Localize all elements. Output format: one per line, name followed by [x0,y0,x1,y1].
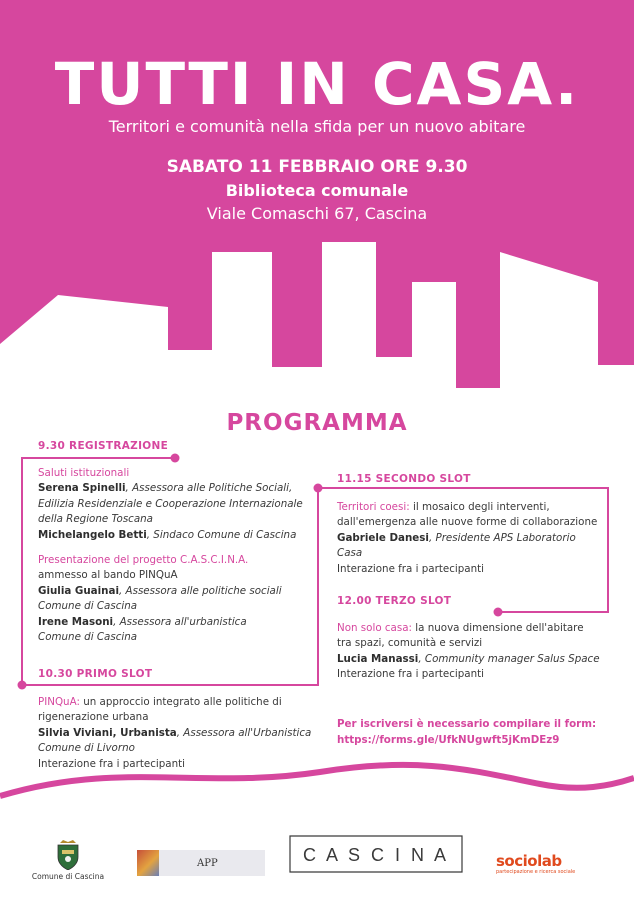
slot1-heading: 10.30 PRIMO SLOT [38,668,153,680]
program-title: PROGRAMMA [226,410,408,436]
registration-cta-text: Per iscriversi è necessario compilare il form: [337,718,597,730]
topic-label: Non solo casa: [337,622,413,634]
speaker-role: , Assessora alle Politiche Sociali, [125,482,293,495]
event-subtitle: Territori e comunità nella sfida per un nuovo abitare [108,117,526,136]
topic-text: rigenerazione urbana [38,711,149,724]
speaker-role: Comune di Cascina [38,600,138,613]
event-venue: Biblioteca comunale [225,181,409,200]
speaker-name: Serena Spinelli [38,482,126,495]
slot2-block [337,500,612,577]
timeline-dot-slot3 [494,608,503,617]
topic-label: PINQuA: [38,696,80,708]
sociolab-name: sociolab [496,852,562,870]
comune-label: Comune di Cascina [31,872,105,881]
timeline-dot-registration [171,454,180,463]
speaker-role: , Presidente APS Laboratorio [428,531,576,544]
topic-text: tra spazi, comunità e servizi [337,637,483,650]
sociolab-logo [496,852,606,875]
speaker-role: Comune di Cascina [38,631,138,644]
interaction-text: Interazione fra i partecipanti [337,668,484,681]
speaker-role: , Assessora alle politiche sociali [118,584,282,597]
cascina-logo-text: C A S C I N A [302,845,450,865]
slot3-block [337,621,622,683]
speaker-role: , Community manager Salus Space [418,652,600,665]
speaker-name: Michelangelo Betti [38,528,147,541]
speaker-role: , Assessora all'Urbanistica [176,726,312,739]
app-image [137,850,159,876]
timeline-dot-slot2 [314,484,323,493]
topic-text: il mosaico degli interventi, [409,501,550,513]
comune-di-cascina-logo [28,840,108,881]
app-logo [137,850,265,876]
coat-of-arms-icon [56,840,80,870]
slot1-block [38,695,313,772]
speaker-role: , Sindaco Comune di Cascina [146,528,297,541]
event-date: SABATO 11 FEBBRAIO ORE 9.30 [166,157,468,177]
interaction-text: Interazione fra i partecipanti [38,757,185,770]
presentation-text: ammesso al bando PINQuA [38,569,178,582]
speaker-role: , Assessora all'urbanistica [113,615,247,628]
event-address: Viale Comaschi 67, Cascina [206,204,428,223]
topic-text: un approccio integrato alle politiche di [79,696,282,708]
registration-cta [337,716,622,748]
registration-heading: 9.30 REGISTRAZIONE [38,440,169,452]
topic-text: la nuova dimensione dell'abitare [412,622,584,634]
timeline-dot-slot1 [18,681,27,690]
speaker-role: Casa [337,547,363,560]
speaker-name: Silvia Viviani, Urbanista [38,726,177,739]
speaker-role: Edilizia Residenziale e Cooperazione Internazionale [38,497,303,510]
greetings-label: Saluti istituzionali [38,467,130,479]
interaction-text: Interazione fra i partecipanti [337,562,484,575]
slot3-heading: 12.00 TERZO SLOT [337,595,452,607]
event-title: TUTTI IN CASA. [54,50,580,118]
presentation-label: Presentazione del progetto C.A.S.C.I.N.A. [38,554,249,567]
speaker-name: Giulia Guainai [38,584,119,597]
registration-block [38,466,313,645]
cascina-project-logo [286,830,466,878]
topic-text: dall'emergenza alle nuove forme di collaborazione [337,516,598,529]
app-logo-text: APP [197,857,218,869]
registration-form-link[interactable]: https://forms.gle/UfkNUgwft5jKmDEz9 [337,734,560,746]
speaker-role: Comune di Livorno [38,742,135,755]
sociolab-tagline: partecipazione e ricerca sociale [496,869,576,875]
speaker-role: della Regione Toscana [38,513,153,526]
footer-logos [0,820,634,898]
speaker-name: Gabriele Danesi [337,531,429,544]
speaker-name: Lucia Manassi [337,652,419,665]
topic-label: Territori coesi: [337,501,410,513]
speaker-name: Irene Masoni [38,615,114,628]
slot2-heading: 11.15 SECONDO SLOT [337,473,471,485]
